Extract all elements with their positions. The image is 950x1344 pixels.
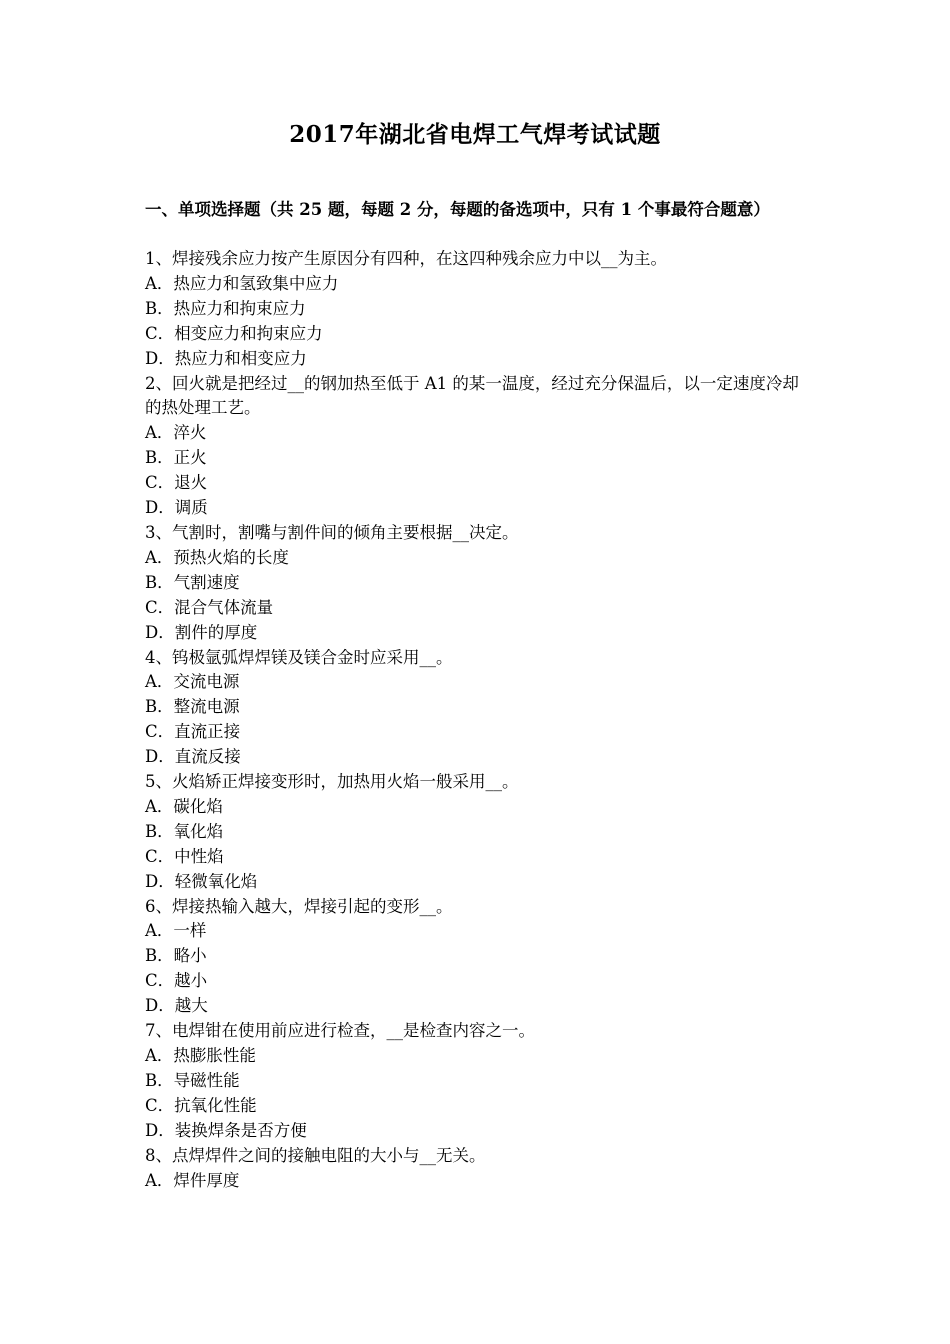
answer-option-c: C．抗氧化性能 bbox=[145, 1095, 257, 1115]
answer-option-a: A．交流电源 bbox=[145, 672, 240, 692]
answer-option-a: A．一样 bbox=[145, 921, 207, 941]
answer-option-c: C．相变应力和拘束应力 bbox=[145, 323, 323, 343]
answer-option-b: B．气割速度 bbox=[145, 572, 240, 592]
answer-option-d: D．热应力和相变应力 bbox=[145, 348, 307, 368]
answer-option-c: C．直流正接 bbox=[145, 722, 241, 742]
answer-option-d: D．调质 bbox=[145, 498, 208, 518]
answer-option-b: B．略小 bbox=[145, 946, 207, 966]
question-6 bbox=[145, 895, 810, 1020]
question-5 bbox=[145, 770, 810, 895]
answer-option-d: D．割件的厚度 bbox=[145, 622, 258, 642]
answer-option-c: C．中性焰 bbox=[145, 846, 224, 866]
question-stem: 7、电焊钳在使用前应进行检查，__是检查内容之一。 bbox=[145, 1021, 535, 1041]
answer-option-b: B．整流电源 bbox=[145, 697, 240, 717]
question-stem: 8、点焊焊件之间的接触电阻的大小与__无关。 bbox=[145, 1145, 486, 1165]
answer-option-c: C．混合气体流量 bbox=[145, 597, 274, 617]
question-list bbox=[145, 247, 810, 1193]
answer-option-b: B．热应力和拘束应力 bbox=[145, 298, 306, 318]
question-stem: 5、火焰矫正焊接变形时，加热用火焰一般采用__。 bbox=[145, 772, 519, 792]
answer-option-d: D．直流反接 bbox=[145, 747, 241, 767]
answer-option-b: B．正火 bbox=[145, 448, 207, 468]
question-7 bbox=[145, 1019, 810, 1144]
question-2 bbox=[145, 372, 810, 521]
question-4 bbox=[145, 646, 810, 771]
answer-option-c: C．越小 bbox=[145, 971, 208, 991]
answer-option-c: C．退火 bbox=[145, 473, 208, 493]
answer-option-d: D．装换焊条是否方便 bbox=[145, 1120, 307, 1140]
answer-option-b: B．氧化焰 bbox=[145, 821, 224, 841]
question-stem: 1、焊接残余应力按产生原因分有四种，在这四种残余应力中以__为主。 bbox=[145, 249, 667, 268]
question-stem: 6、焊接热输入越大，焊接引起的变形__。 bbox=[145, 896, 453, 916]
page-title: 2017年湖北省电焊工气焊考试试题 bbox=[289, 121, 661, 148]
answer-option-d: D．越大 bbox=[145, 996, 208, 1016]
answer-option-a: A．预热火焰的长度 bbox=[145, 547, 289, 567]
question-stem: 3、气割时，割嘴与割件间的倾角主要根据__决定。 bbox=[145, 522, 519, 542]
answer-option-b: B．导磁性能 bbox=[145, 1070, 240, 1090]
answer-option-a: A．焊件厚度 bbox=[145, 1170, 240, 1190]
question-stem: 2、回火就是把经过__的钢加热至低于 A1 的某一温度，经过充分保温后，以一定速度冷却的热处理工艺。 bbox=[145, 373, 799, 418]
question-3 bbox=[145, 521, 810, 646]
question-stem: 4、钨极氩弧焊焊镁及镁合金时应采用__。 bbox=[145, 647, 453, 667]
answer-option-a: A．淬火 bbox=[145, 423, 207, 443]
answer-option-a: A．热应力和氢致集中应力 bbox=[145, 273, 339, 293]
question-8 bbox=[145, 1144, 810, 1194]
answer-option-a: A．热膨胀性能 bbox=[145, 1046, 256, 1065]
section-heading: 一、单项选择题（共 25 题，每题 2 分，每题的备选项中，只有 1 个事最符合题意） bbox=[145, 200, 770, 219]
answer-option-d: D．轻微氧化焰 bbox=[145, 871, 258, 891]
question-1 bbox=[145, 247, 810, 372]
answer-option-a: A．碳化焰 bbox=[145, 796, 223, 816]
